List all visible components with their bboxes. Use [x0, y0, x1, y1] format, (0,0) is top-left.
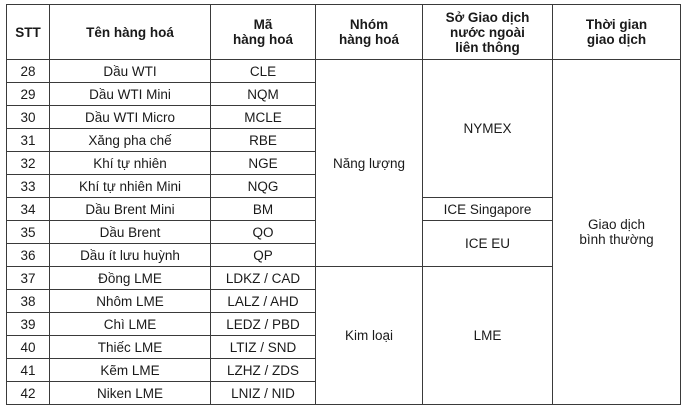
row-stt: 40: [7, 336, 50, 359]
header-exchange: Sở Giao dịch nước ngoài liên thông: [423, 5, 553, 60]
row-name: Thiếc LME: [50, 336, 211, 359]
group-metal: Kim loại: [316, 267, 423, 405]
row-code: QO: [211, 221, 316, 244]
row-name: Dầu WTI: [50, 60, 211, 83]
row-stt: 36: [7, 244, 50, 267]
row-stt: 34: [7, 198, 50, 221]
row-name: Dầu ít lưu huỳnh: [50, 244, 211, 267]
header-stt: STT: [7, 5, 50, 60]
row-name: Chì LME: [50, 313, 211, 336]
row-name: Dầu WTI Micro: [50, 106, 211, 129]
row-name: Xăng pha chế: [50, 129, 211, 152]
row-stt: 28: [7, 60, 50, 83]
row-code: LTIZ / SND: [211, 336, 316, 359]
row-name: Dầu Brent: [50, 221, 211, 244]
row-code: RBE: [211, 129, 316, 152]
row-code: NQM: [211, 83, 316, 106]
trading-time: Giao dịch bình thường: [553, 60, 681, 405]
exchange-ice-singapore: ICE Singapore: [423, 198, 553, 221]
row-code: QP: [211, 244, 316, 267]
table-header-row: [7, 5, 681, 60]
row-name: Nhôm LME: [50, 290, 211, 313]
row-code: LALZ / AHD: [211, 290, 316, 313]
row-code: NGE: [211, 152, 316, 175]
row-stt: 38: [7, 290, 50, 313]
row-stt: 32: [7, 152, 50, 175]
commodity-table-container: [6, 4, 681, 405]
header-group: Nhóm hàng hoá: [316, 5, 423, 60]
row-name: Dầu WTI Mini: [50, 83, 211, 106]
group-energy: Năng lượng: [316, 60, 423, 267]
row-code: LDKZ / CAD: [211, 267, 316, 290]
row-stt: 30: [7, 106, 50, 129]
row-code: NQG: [211, 175, 316, 198]
exchange-lme: LME: [423, 267, 553, 405]
header-code: Mã hàng hoá: [211, 5, 316, 60]
row-name: Khí tự nhiên Mini: [50, 175, 211, 198]
row-name: Kẽm LME: [50, 359, 211, 382]
exchange-nymex: NYMEX: [423, 60, 553, 198]
header-trading-time: Thời gian giao dịch: [553, 5, 681, 60]
row-code: BM: [211, 198, 316, 221]
row-stt: 35: [7, 221, 50, 244]
row-code: LEDZ / PBD: [211, 313, 316, 336]
row-stt: 42: [7, 382, 50, 405]
row-name: Niken LME: [50, 382, 211, 405]
exchange-ice-eu: ICE EU: [423, 221, 553, 267]
commodity-table: [6, 4, 681, 405]
row-name: Dầu Brent Mini: [50, 198, 211, 221]
row-code: MCLE: [211, 106, 316, 129]
row-stt: 37: [7, 267, 50, 290]
row-stt: 41: [7, 359, 50, 382]
row-stt: 33: [7, 175, 50, 198]
row-stt: 31: [7, 129, 50, 152]
row-stt: 39: [7, 313, 50, 336]
row-code: LNIZ / NID: [211, 382, 316, 405]
table-row: [7, 60, 681, 83]
row-code: LZHZ / ZDS: [211, 359, 316, 382]
row-stt: 29: [7, 83, 50, 106]
row-name: Khí tự nhiên: [50, 152, 211, 175]
header-name: Tên hàng hoá: [50, 5, 211, 60]
row-code: CLE: [211, 60, 316, 83]
row-name: Đồng LME: [50, 267, 211, 290]
